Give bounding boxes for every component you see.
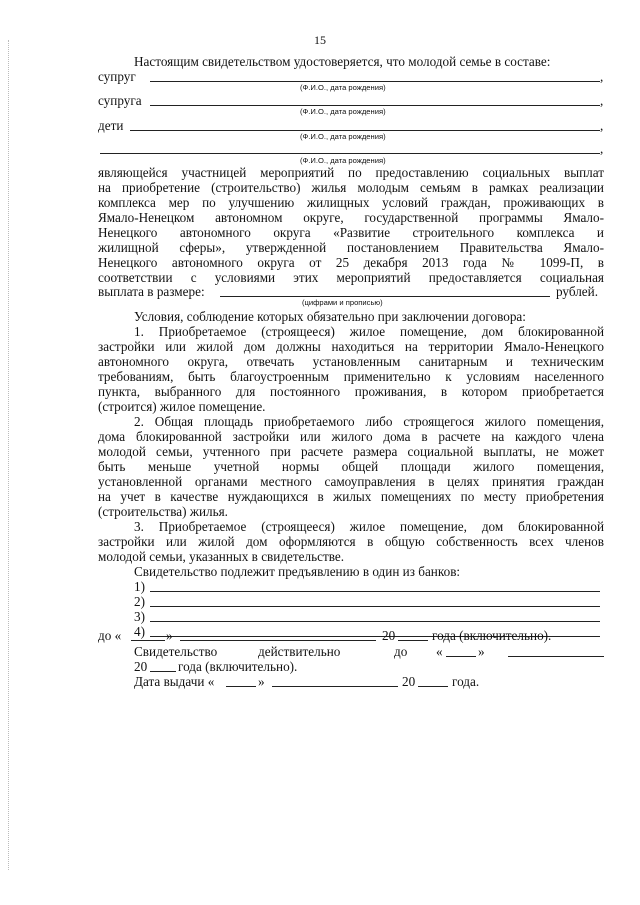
condition3-line: молодой семьи, указанных в свидетельстве. [98, 549, 345, 564]
condition2-line: установленной органами местного самоуправления в целях принятия граждан [98, 474, 604, 489]
validity-word-1: Свидетельство [134, 644, 218, 659]
bank-item-number: 3) [134, 609, 145, 624]
validity-day-field[interactable] [446, 656, 476, 657]
body-line: соответствии с условиями этих мероприятий предоставляется социальная [98, 270, 604, 285]
hint-fio: (Ф.И.О., дата рождения) [300, 156, 386, 165]
until-day-field[interactable] [131, 640, 165, 641]
condition2-line: молодой семьи, учтенного при расчете размера социальной выплаты, не может [98, 444, 604, 459]
spouse-m-label: супруг [98, 69, 136, 84]
issue-day-field[interactable] [226, 686, 256, 687]
body-line: жилищной сферы», утвержденной постановлением Правительства Ямало- [98, 240, 604, 255]
children-field-1[interactable] [130, 130, 600, 131]
bank-item-number: 4) [134, 624, 145, 639]
hint-fio: (Ф.И.О., дата рождения) [300, 107, 386, 116]
condition1-line: застройки или жилой дом должны находиться на территории Ямало-Ненецкого [98, 339, 604, 354]
condition2-line: 2. Общая площадь приобретаемого либо строящегося жилого помещения, [134, 414, 604, 429]
comma: , [600, 69, 604, 84]
comma: , [600, 141, 604, 156]
body-line: Ямало-Ненецком автономном округе, государственной программы Ямало- [98, 210, 604, 225]
issue-suffix: года. [452, 674, 480, 689]
validity-year-field[interactable] [150, 671, 176, 672]
until-year-prefix: 20 [382, 628, 396, 643]
until-year-field[interactable] [398, 640, 428, 641]
issue-month-field[interactable] [272, 686, 398, 687]
bank-field-1[interactable] [150, 591, 600, 592]
condition1-line: (строится) жилое помещение. [98, 399, 266, 414]
condition3-line: застройки или жилой дом оформляются в общую собственность всех членов [98, 534, 604, 549]
comma: , [600, 118, 604, 133]
banks-title: Свидетельство подлежит предъявлению в один из банков: [134, 564, 461, 579]
bank-field-2[interactable] [150, 606, 600, 607]
until-close-quote: » [166, 628, 173, 643]
page-number: 15 [314, 33, 326, 47]
children-field-2[interactable] [100, 153, 600, 154]
condition2-line: (строительства) жилья. [98, 504, 228, 519]
issue-label: Дата выдачи « [134, 674, 215, 689]
condition3-line: 3. Приобретаемое (строящееся) жилое помещение, дом блокированной [134, 519, 604, 534]
body-line: на приобретение (строительство) жилья молодым семьям в рамках реализации [98, 180, 604, 195]
issue-year-prefix: 20 [402, 674, 416, 689]
payment-amount-field[interactable] [220, 296, 550, 297]
children-label: дети [98, 118, 124, 133]
issue-year-field[interactable] [418, 686, 448, 687]
issue-close-quote: » [258, 674, 265, 689]
spouse-f-field[interactable] [150, 105, 600, 106]
condition2-line: дома блокированной застройки или жилого дома в расчете на каждого члена [98, 429, 604, 444]
body-line: Ненецкого автономного округа от 25 декабря 2013 года № 1099-П, в [98, 255, 604, 270]
body-line: комплекса мер по улучшению жилищных условий граждан, проживающих в [98, 195, 604, 210]
intro-text: Настоящим свидетельством удостоверяется, что молодой семье в составе: [134, 54, 551, 69]
validity-suffix: года (включительно). [178, 659, 298, 674]
condition1-line: пункта, выбранного для постоянного проживания, в котором приобретается [98, 384, 604, 399]
validity-year-prefix: 20 [134, 659, 148, 674]
spouse-f-label: супруга [98, 93, 142, 108]
comma: , [600, 93, 604, 108]
bank-field-3[interactable] [150, 621, 600, 622]
conditions-title: Условия, соблюдение которых обязательно при заключении договора: [134, 309, 526, 324]
until-month-field[interactable] [180, 640, 376, 641]
validity-month-field[interactable] [508, 656, 604, 657]
condition1-line: автономного округа, отвечать установленным санитарным и техническим [98, 354, 604, 369]
bank-item-number: 2) [134, 594, 145, 609]
body-line: Ненецкого автономного округа «Развитие строительного комплекса и [98, 225, 604, 240]
spouse-m-field[interactable] [150, 81, 600, 82]
hint-fio: (Ф.И.О., дата рождения) [300, 83, 386, 92]
condition2-line: на учет в качестве нуждающихся в жилых помещениях по месту приобретения [98, 489, 604, 504]
validity-close-quote: » [478, 644, 485, 659]
bank-item-number: 1) [134, 579, 145, 594]
body-line: являющейся участницей мероприятий по предоставлению социальных выплат [98, 165, 604, 180]
until-prefix: до « [98, 628, 122, 643]
validity-word-3: до [394, 644, 408, 659]
scan-margin [8, 40, 9, 870]
payment-currency: рублей. [556, 284, 599, 299]
hint-fio: (Ф.И.О., дата рождения) [300, 132, 386, 141]
condition1-line: 1. Приобретаемое (строящееся) жилое помещение, дом блокированной [134, 324, 604, 339]
validity-word-2: действительно [258, 644, 341, 659]
until-suffix: года (включительно). [432, 628, 552, 643]
payment-label: выплата в размере: [98, 284, 205, 299]
condition1-line: требованиям, быть благоустроенным применительно к условиям населенного [98, 369, 604, 384]
condition2-line: быть меньше учетной нормы общей площади жилого помещения, [98, 459, 604, 474]
validity-open-quote: « [436, 644, 443, 659]
payment-hint: (цифрами и прописью) [302, 298, 383, 307]
